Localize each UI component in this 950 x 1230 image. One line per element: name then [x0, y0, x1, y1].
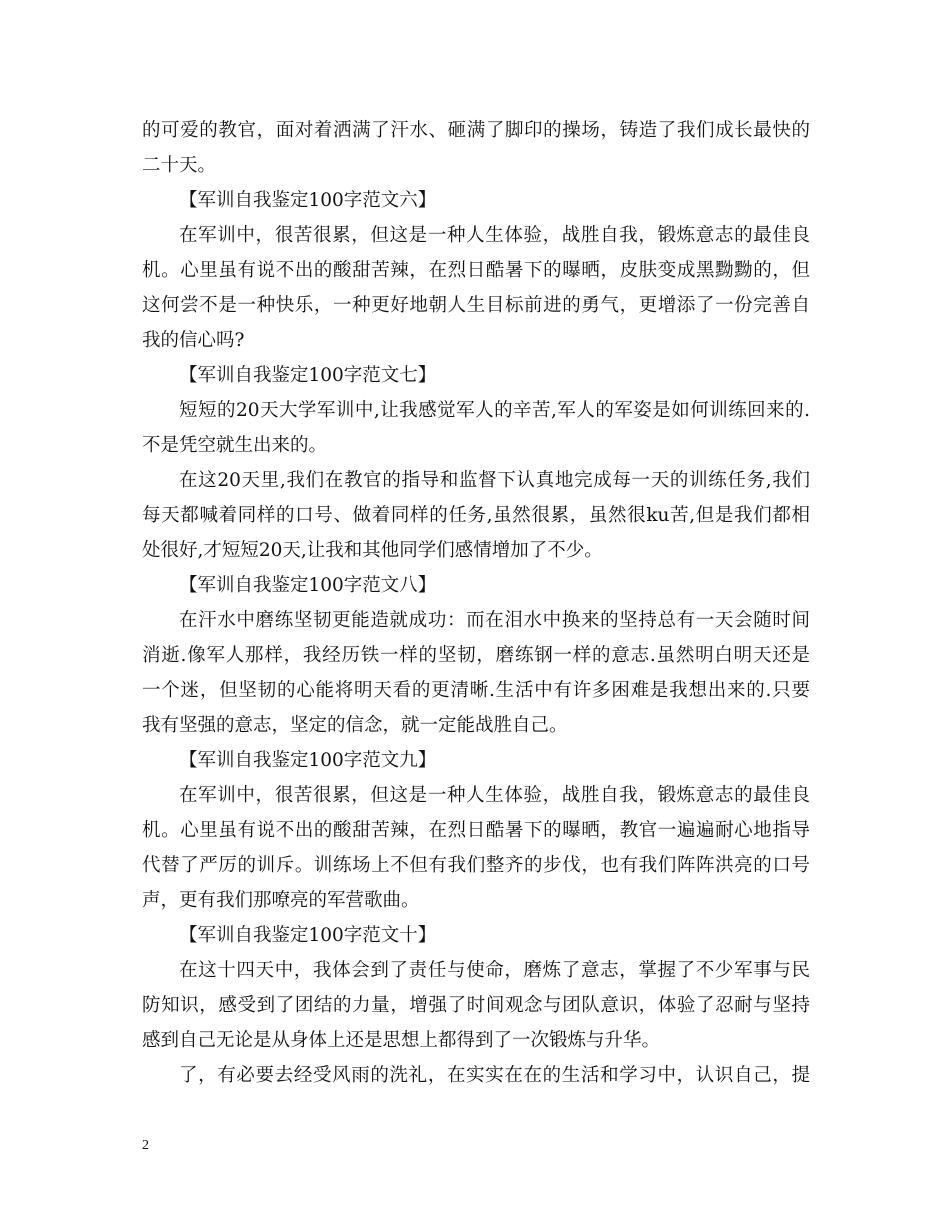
paragraph-line: 二十天。: [142, 155, 217, 176]
paragraph-line: 的可爱的教官，面对着洒满了汗水、砸满了脚印的操场，铸造了我们成长最快的: [142, 120, 810, 141]
section-heading: 【军训自我鉴定100字范文七】: [179, 365, 437, 386]
paragraph-line: 在这十四天中，我体会到了责任与使命，磨炼了意志，掌握了不少军事与民: [179, 960, 810, 981]
paragraph-line: 每天都喊着同样的口号、做着同样的任务,虽然很累，虽然很ku苦,但是我们都相: [142, 505, 810, 526]
paragraph-line: 在这20天里,我们在教官的指导和监督下认真地完成每一天的训练任务,我们: [179, 470, 810, 491]
paragraph-line: 处很好,才短短20天,让我和其他同学们感情增加了不少。: [142, 540, 603, 561]
paragraph-line: 我有坚强的意志，坚定的信念，就一定能战胜自己。: [142, 715, 568, 736]
paragraph-line: 感到自己无论是从身体上还是思想上都得到了一次锻炼与升华。: [142, 1030, 661, 1051]
section-heading: 【军训自我鉴定100字范文十】: [179, 925, 437, 946]
page-number: 2: [142, 1138, 149, 1153]
paragraph-line: 代替了严厉的训斥。训练场上不但有我们整齐的步伐，也有我们阵阵洪亮的口号: [142, 855, 810, 876]
paragraph-line: 防知识，感受到了团结的力量，增强了时间观念与团队意识，体验了忍耐与坚持: [142, 995, 810, 1016]
paragraph-line: 了，有必要去经受风雨的洗礼，在实实在在的生活和学习中，认识自己，提: [179, 1065, 810, 1086]
paragraph-line: 我的信心吗?: [142, 330, 245, 351]
paragraph-line: 声，更有我们那嘹亮的军营歌曲。: [142, 890, 420, 911]
section-heading: 【军训自我鉴定100字范文六】: [179, 190, 437, 211]
paragraph-line: 机。心里虽有说不出的酸甜苦辣，在烈日酷暑下的曝晒，教官一遍遍耐心地指导: [142, 820, 810, 841]
paragraph-line: 不是凭空就生出来的。: [142, 435, 328, 456]
section-heading: 【军训自我鉴定100字范文八】: [179, 575, 437, 596]
body-text: [142, 113, 810, 1093]
paragraph-line: 机。心里虽有说不出的酸甜苦辣，在烈日酷暑下的曝晒，皮肤变成黑黝黝的，但: [142, 260, 810, 281]
section-heading: 【军训自我鉴定100字范文九】: [179, 750, 437, 771]
paragraph-line: 这何尝不是一种快乐，一种更好地朝人生目标前进的勇气，更增添了一份完善自: [142, 295, 810, 316]
paragraph-line: 在军训中，很苦很累，但这是一种人生体验，战胜自我，锻炼意志的最佳良: [179, 785, 810, 806]
paragraph-line: 在军训中，很苦很累，但这是一种人生体验，战胜自我，锻炼意志的最佳良: [179, 225, 810, 246]
paragraph-line: 短短的20天大学军训中,让我感觉军人的辛苦,军人的军姿是如何训练回来的.: [179, 400, 810, 421]
paragraph-line: 一个迷，但坚韧的心能将明天看的更清晰.生活中有许多困难是我想出来的.只要: [142, 680, 810, 701]
paragraph-line: 消逝.像军人那样，我经历铁一样的坚韧，磨练钢一样的意志.虽然明白明天还是: [142, 645, 810, 666]
paragraph-line: 在汗水中磨练坚韧更能造就成功：而在泪水中换来的坚持总有一天会随时间: [179, 610, 810, 631]
